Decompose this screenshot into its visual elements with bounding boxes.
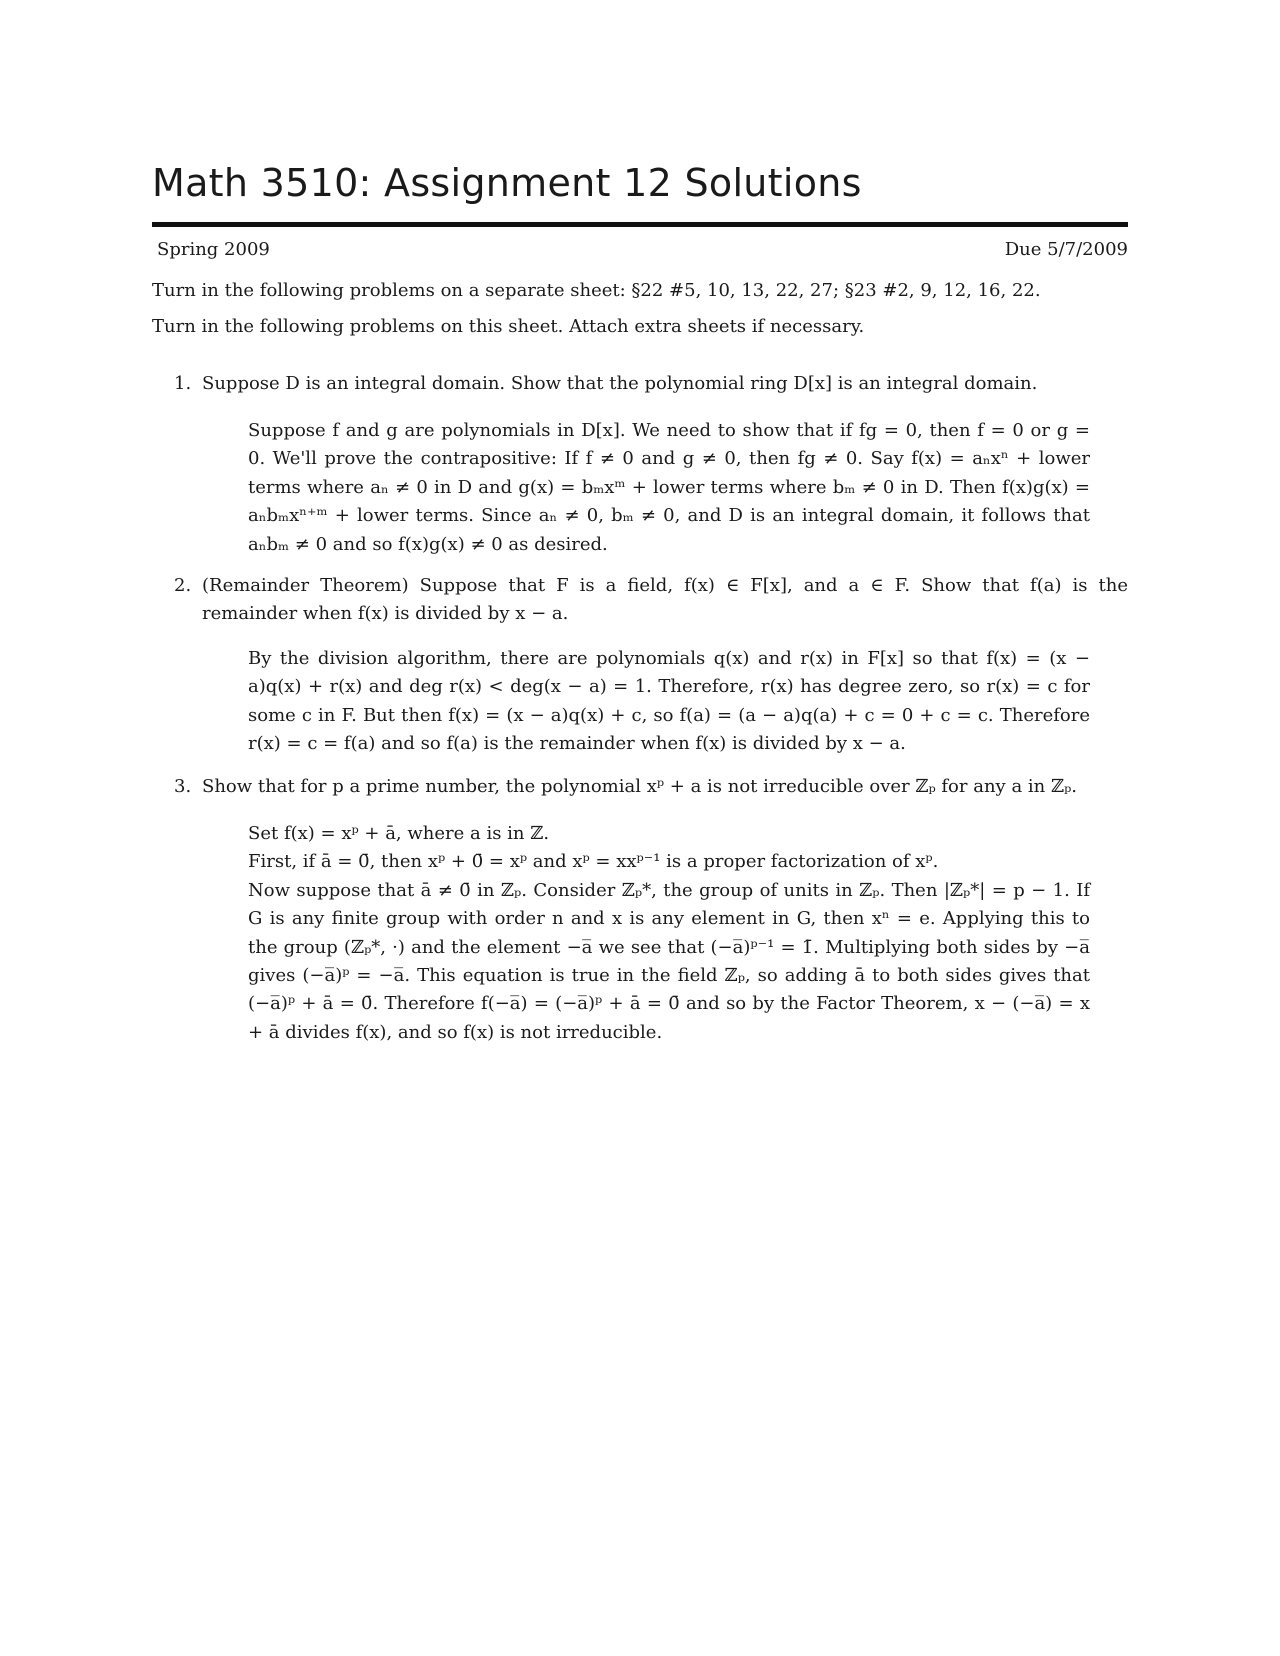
solution-paragraph: Now suppose that ā ≠ 0̄ in ℤₚ. Consider ℤₚ*, the group of units in ℤₚ. Then |ℤₚ*| = p − 1. If G is any finite group with order n and x is any element in G, then xⁿ = e. Applying this to the group (ℤₚ*, ·) and the element −a̅ we see that (−a̅)ᵖ⁻¹ = 1̄. Multiplying both sides by −a̅ gives (−a̅)ᵖ = −a̅. This equation is true in the field ℤₚ, so adding ā to both sides gives that (−a̅)ᵖ + ā = 0̄. Therefore f(−a̅) = (−a̅)ᵖ + ā = 0̄ and so by the Factor Theorem, x − (−a̅) = x + ā divides f(x), and so f(x) is not irreducible. xyxy=(248,879,1090,1043)
problem-3 xyxy=(174,773,1128,801)
solution-paragraph: By the division algorithm, there are polynomials q(x) and r(x) in F[x] so that f(x) = (x − a)q(x) + r(x) and deg r(x) < deg(x − a) = 1. Therefore, r(x) has degree zero, so r(x) = c for some c in F. But then f(x) = (x − a)q(x) + c, so f(a) = (a − a)q(a) + c = 0 + c = c. Therefore r(x) = c = f(a) and so f(a) is the remainder when f(x) is divided by x − a. xyxy=(248,648,1090,755)
problem-number: 2. xyxy=(174,575,192,596)
page-title: Math 3510: Assignment 12 Solutions xyxy=(152,161,862,205)
solution-paragraph: Suppose f and g are polynomials in D[x]. We need to show that if fg = 0, then f = 0 or g = 0. We'll prove the contrapositive: If f ≠ 0 and g ≠ 0, then fg ≠ 0. Say f(x) = aₙxⁿ + lower terms where aₙ ≠ 0 in D and g(x) = bₘxᵐ + lower terms where bₘ ≠ 0 in D. Then f(x)g(x) = aₙbₘxⁿ⁺ᵐ + lower terms. Since aₙ ≠ 0, bₘ ≠ 0, and D is an integral domain, it follows that aₙbₘ ≠ 0 and so f(x)g(x) ≠ 0 as desired. xyxy=(248,420,1090,555)
header-meta xyxy=(157,238,1128,262)
title-rule xyxy=(152,222,1128,227)
semester-label: Spring 2009 xyxy=(157,239,270,260)
solution-line: First, if ā = 0̄, then xᵖ + 0̄ = xᵖ and xᵖ = xxᵖ⁻¹ is a proper factorization of xᵖ. xyxy=(248,851,939,873)
problem-statement: (Remainder Theorem) Suppose that F is a field, f(x) ∈ F[x], and a ∈ F. Show that f(a) is the remainder when f(x) is divided by x − a. xyxy=(202,575,1128,624)
instructions-this-sheet: Turn in the following problems on this sheet. Attach extra sheets if necessary. xyxy=(152,316,865,337)
solution-1 xyxy=(248,417,1090,559)
problem-2 xyxy=(174,572,1128,628)
solution-3 xyxy=(248,820,1090,1047)
problem-statement: Suppose D is an integral domain. Show that the polynomial ring D[x] is an integral domain. xyxy=(202,373,1038,394)
problem-statement: Show that for p a prime number, the polynomial xᵖ + a is not irreducible over ℤₚ for any a in ℤₚ. xyxy=(202,776,1078,797)
problem-1 xyxy=(174,370,1128,398)
solution-2 xyxy=(248,645,1090,759)
due-date-label: Due 5/7/2009 xyxy=(1004,239,1128,260)
problem-number: 3. xyxy=(174,776,192,797)
solution-line: Set f(x) = xᵖ + ā, where a is in ℤ. xyxy=(248,823,550,844)
problem-number: 1. xyxy=(174,373,192,394)
instructions-separate-sheet: Turn in the following problems on a separate sheet: §22 #5, 10, 13, 22, 27; §23 #2, 9, 12, 16, 22. xyxy=(152,280,1041,301)
